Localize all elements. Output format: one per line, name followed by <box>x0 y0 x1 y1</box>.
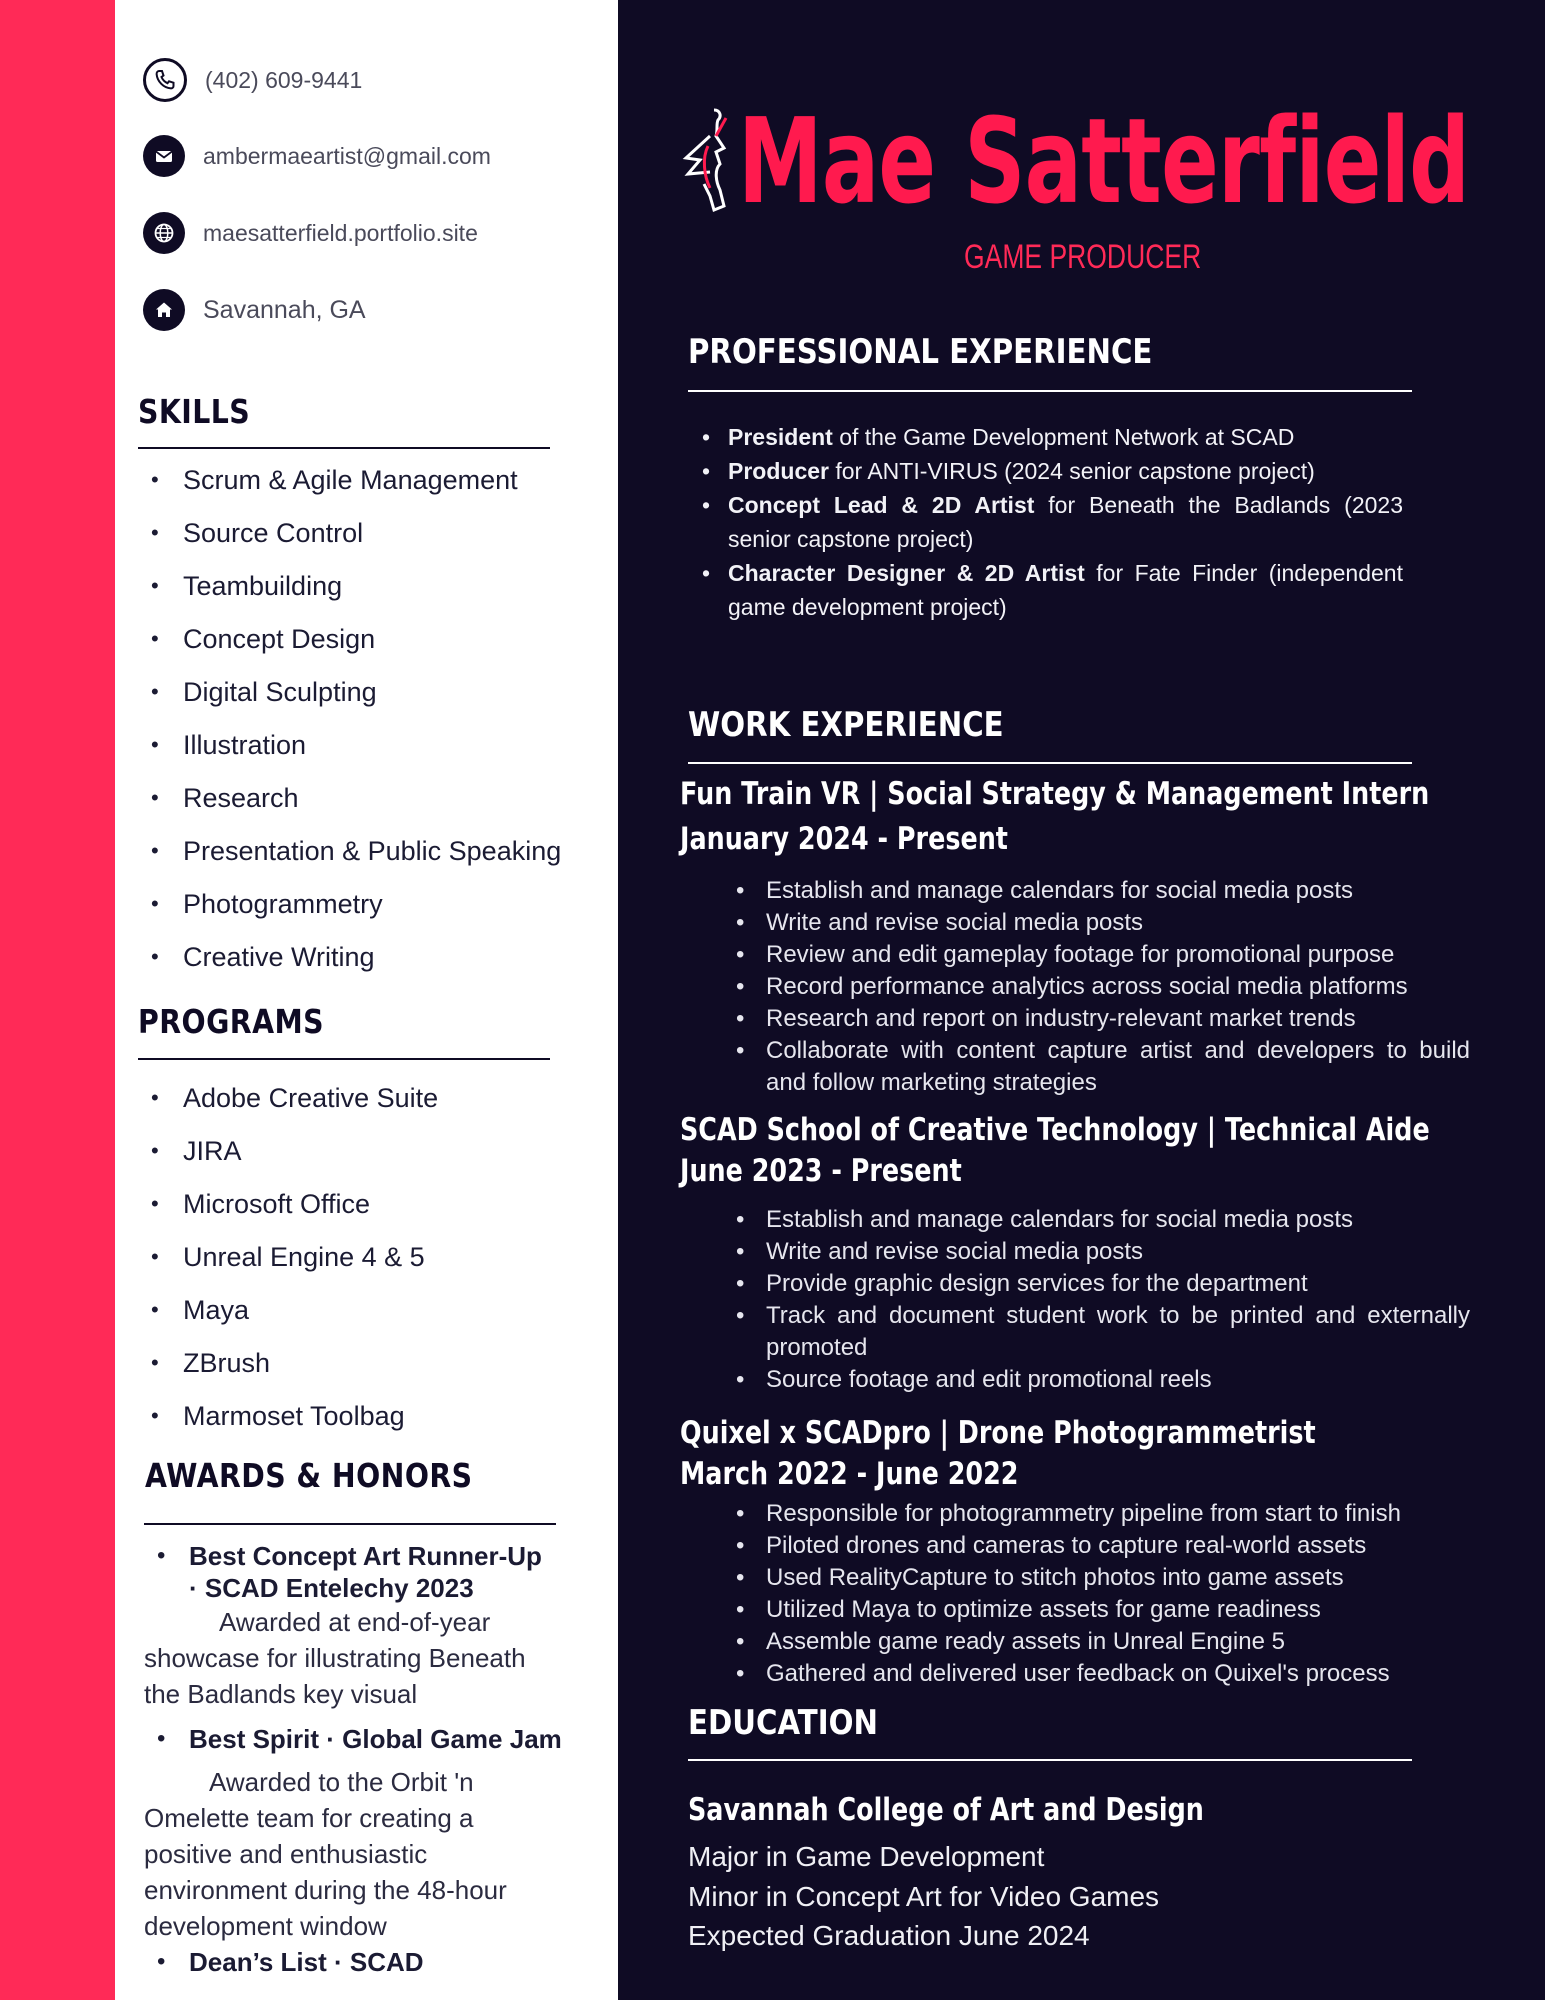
list-item: • Collaborate with content capture artist and developers to build and follow marketing strategies <box>718 1035 1470 1099</box>
list-item: • Establish and manage calendars for social media posts <box>718 875 1470 907</box>
skills-heading: SKILLS <box>138 392 251 431</box>
list-item <box>688 454 1403 488</box>
logo-figure-icon <box>680 106 736 216</box>
list-item: • Maya <box>115 1292 438 1345</box>
role-bold: Character Designer & 2D Artist <box>728 560 1085 586</box>
list-item: • Unreal Engine 4 & 5 <box>115 1239 438 1292</box>
list-item <box>688 488 1403 556</box>
work-divider <box>688 762 1412 764</box>
award-description: Awarded at end-of-year <box>219 1607 491 1637</box>
award-bullet: • <box>157 1948 166 1975</box>
award-description: the Badlands key visual <box>144 1679 418 1709</box>
role-detail: for Fate Finder (independent game development project) <box>728 560 1403 620</box>
list-item: • Track and document student work to be printed and externally promoted <box>718 1300 1470 1364</box>
programs-list <box>115 1080 438 1451</box>
education-graduation: Expected Graduation June 2024 <box>688 1920 1090 1951</box>
award-description: Omelette team for creating a <box>144 1803 474 1833</box>
list-item: • Scrum & Agile Management <box>115 462 561 515</box>
skills-list <box>115 462 561 992</box>
list-item: • Source Control <box>115 515 561 568</box>
job-title: Fun Train VR | Social Strategy & Management Intern <box>680 776 1430 812</box>
education-major: Major in Game Development <box>688 1841 1045 1872</box>
award-title: Best Spirit · Global Game Jam <box>189 1724 562 1754</box>
role-detail: for ANTI-VIRUS (2024 senior capstone project) <box>828 458 1315 484</box>
role-bold: Producer <box>728 458 829 484</box>
list-item: • Microsoft Office <box>115 1186 438 1239</box>
list-item: • Illustration <box>115 727 561 780</box>
award-bullet: • <box>157 1725 166 1752</box>
list-item <box>688 420 1403 454</box>
education-minor: Minor in Concept Art for Video Games <box>688 1881 1160 1912</box>
list-item: • Utilized Maya to optimize assets for game readiness <box>718 1594 1470 1626</box>
job-title: Quixel x SCADpro | Drone Photogrammetrist <box>680 1415 1316 1451</box>
accent-strip <box>0 0 115 2000</box>
role-detail: for Beneath the Badlands (2023 senior capstone project) <box>728 492 1404 552</box>
award-description: development window <box>144 1911 387 1941</box>
programs-heading: PROGRAMS <box>138 1002 325 1041</box>
school-name: Savannah College of Art and Design <box>688 1792 1204 1828</box>
list-item: • Adobe Creative Suite <box>115 1080 438 1133</box>
list-item: • Creative Writing <box>115 939 561 992</box>
list-item: • Gathered and delivered user feedback on Quixel's process <box>718 1658 1470 1690</box>
education-heading: EDUCATION <box>688 1703 878 1743</box>
phone-icon <box>143 58 187 102</box>
job-bullets <box>718 875 1470 1099</box>
awards-heading: AWARDS & HONORS <box>145 1456 473 1495</box>
award-description: showcase for illustrating Beneath <box>144 1643 526 1673</box>
list-item: • Research and report on industry-relevant market trends <box>718 1003 1470 1035</box>
award-title: Dean’s List · SCAD <box>189 1947 424 1977</box>
candidate-name: Mae Satterfield <box>738 92 1470 230</box>
list-item: • Concept Design <box>115 621 561 674</box>
job-bullets <box>718 1498 1470 1690</box>
role-detail: of the Game Development Network at SCAD <box>832 424 1295 450</box>
professional-list <box>688 420 1403 624</box>
skills-divider <box>138 447 550 449</box>
list-item: • Responsible for photogrammetry pipeline from start to finish <box>718 1498 1470 1530</box>
main-panel <box>618 0 1545 2000</box>
list-item: • Presentation & Public Speaking <box>115 833 561 886</box>
award-title-cont: · SCAD Entelechy 2023 <box>189 1573 474 1603</box>
contact-phone <box>143 58 362 102</box>
job-dates: January 2024 - Present <box>680 821 1008 857</box>
location-text: Savannah, GA <box>203 295 366 324</box>
email-link[interactable]: ambermaeartist@gmail.com <box>203 142 491 169</box>
professional-divider <box>688 390 1412 392</box>
job-bullets <box>718 1204 1470 1396</box>
home-icon <box>143 289 185 331</box>
list-item: • Assemble game ready assets in Unreal Engine 5 <box>718 1626 1470 1658</box>
award-bullet: • <box>157 1542 166 1569</box>
contact-location <box>143 288 366 332</box>
list-item: • Used RealityCapture to stitch photos into game assets <box>718 1562 1470 1594</box>
list-item: • Provide graphic design services for the department <box>718 1268 1470 1300</box>
sidebar <box>115 0 618 2000</box>
awards-divider <box>144 1523 556 1525</box>
job-dates: June 2023 - Present <box>680 1153 962 1189</box>
award-description: Awarded to the Orbit 'n <box>209 1767 474 1797</box>
award-description: environment during the 48-hour <box>144 1875 507 1905</box>
contact-email <box>143 134 491 178</box>
mail-icon <box>143 135 185 177</box>
work-heading: WORK EXPERIENCE <box>688 705 1004 745</box>
award-description: positive and enthusiastic <box>144 1839 428 1869</box>
contact-website <box>143 211 478 255</box>
list-item: • Write and revise social media posts <box>718 1236 1470 1268</box>
list-item: • Review and edit gameplay footage for promotional purpose <box>718 939 1470 971</box>
list-item: • Research <box>115 780 561 833</box>
list-item: • Write and revise social media posts <box>718 907 1470 939</box>
job-dates: March 2022 - June 2022 <box>680 1456 1019 1492</box>
list-item: • JIRA <box>115 1133 438 1186</box>
job-title: SCAD School of Creative Technology | Technical Aide <box>680 1112 1430 1148</box>
programs-divider <box>138 1058 550 1060</box>
list-item: • Marmoset Toolbag <box>115 1398 438 1451</box>
list-item: • Digital Sculpting <box>115 674 561 727</box>
list-item: • Teambuilding <box>115 568 561 621</box>
globe-icon <box>143 212 185 254</box>
list-item: • Establish and manage calendars for social media posts <box>718 1204 1470 1236</box>
professional-heading: PROFESSIONAL EXPERIENCE <box>688 332 1153 372</box>
list-item: • Record performance analytics across social media platforms <box>718 971 1470 1003</box>
phone-text: (402) 609-9441 <box>205 66 363 93</box>
list-item: • Piloted drones and cameras to capture real-world assets <box>718 1530 1470 1562</box>
website-link[interactable]: maesatterfield.portfolio.site <box>203 219 478 246</box>
job-role: GAME PRODUCER <box>964 238 1202 276</box>
role-bold: Concept Lead & 2D Artist <box>728 492 1035 518</box>
education-divider <box>688 1759 1412 1761</box>
list-item <box>688 556 1403 624</box>
list-item: • Source footage and edit promotional reels <box>718 1364 1470 1396</box>
list-item: • ZBrush <box>115 1345 438 1398</box>
list-item: • Photogrammetry <box>115 886 561 939</box>
role-bold: President <box>728 424 833 450</box>
award-title: Best Concept Art Runner-Up <box>189 1541 542 1571</box>
